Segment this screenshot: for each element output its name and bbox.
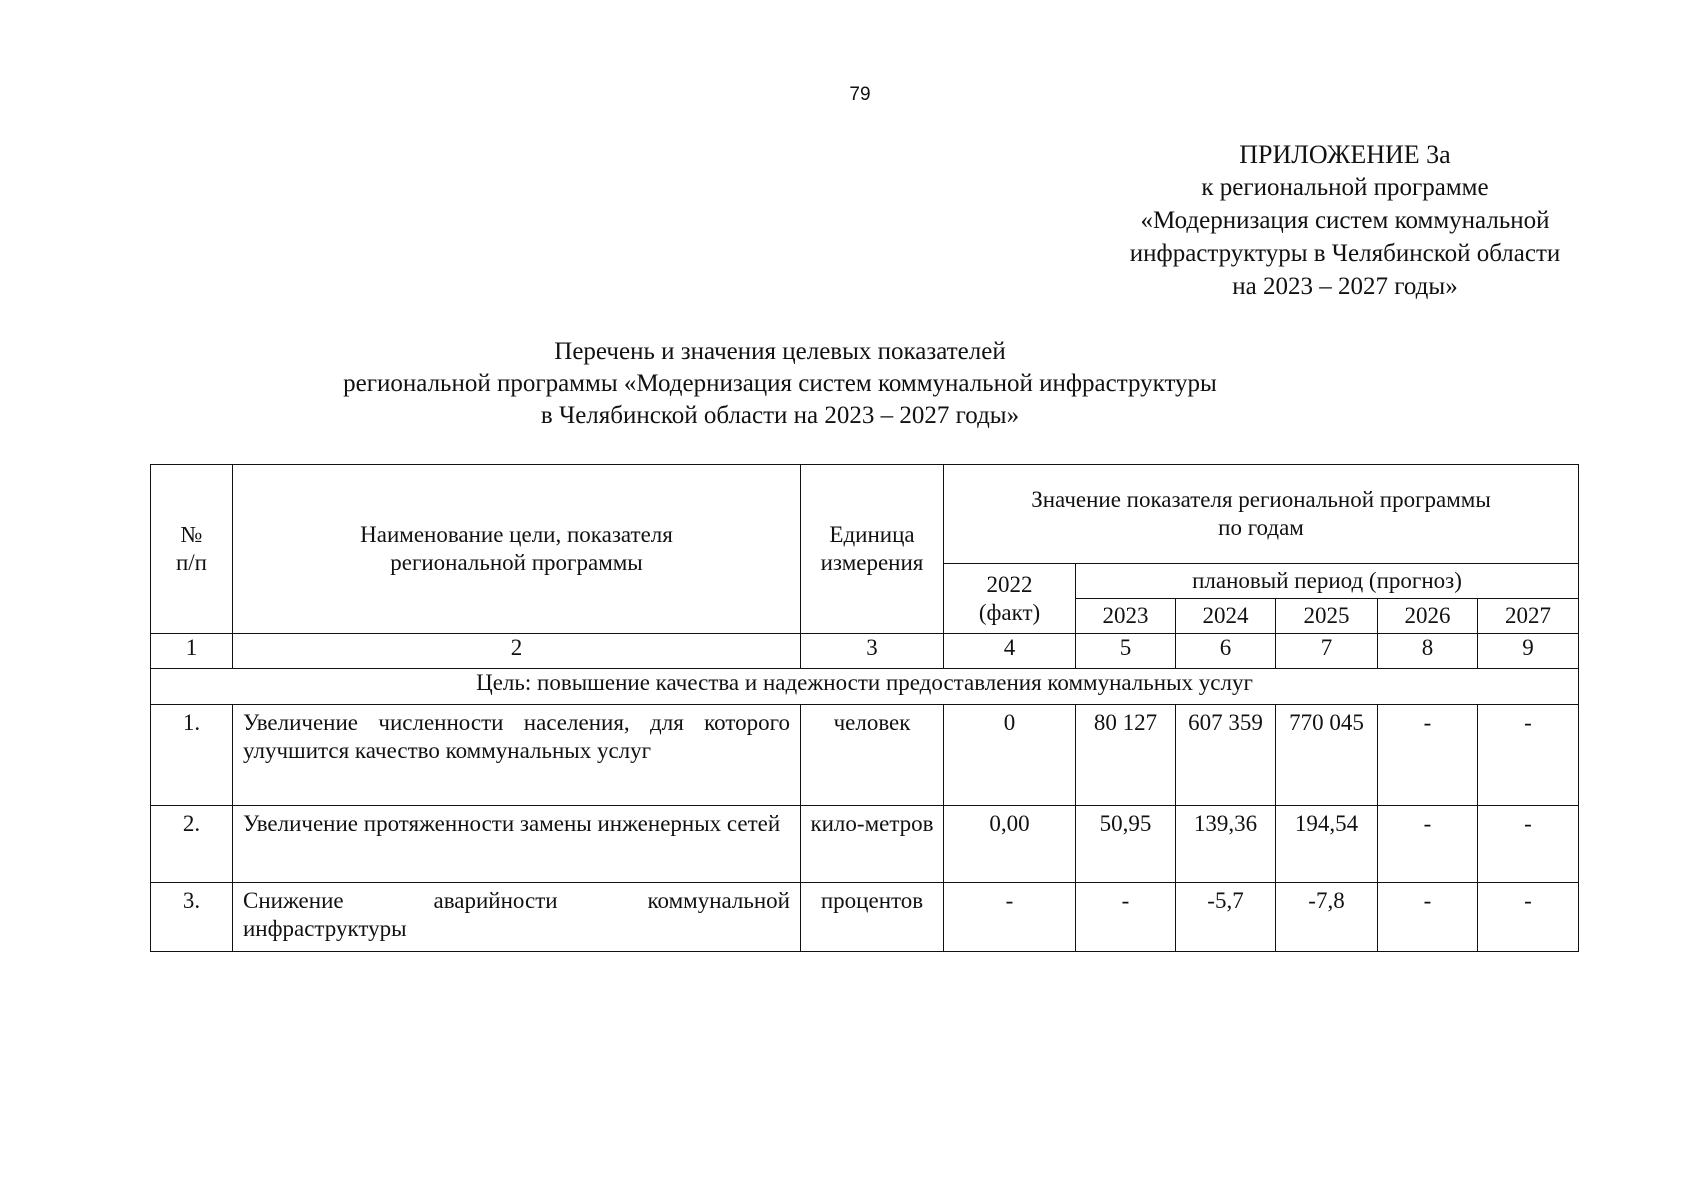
table-row [151, 806, 1579, 883]
row-value-2024: 139,36 [1176, 806, 1276, 883]
header-year: 2026 [1378, 599, 1478, 634]
header-row [151, 465, 1579, 564]
appendix-block [1070, 138, 1620, 303]
column-number: 9 [1478, 634, 1579, 669]
header-values [944, 465, 1579, 564]
row-value-2023: - [1076, 883, 1176, 952]
row-value-2022: 0 [944, 705, 1076, 806]
table-row [151, 883, 1579, 952]
column-number: 2 [233, 634, 801, 669]
row-indicator-name: Снижение аварийности коммунальной инфраструктуры [233, 883, 801, 952]
appendix-title: ПРИЛОЖЕНИЕ 3а [1239, 140, 1451, 169]
row-value-2024: 607 359 [1176, 705, 1276, 806]
header-number-line: п/п [175, 550, 207, 575]
header-name [233, 465, 801, 634]
column-number: 7 [1276, 634, 1378, 669]
document-title-line: в Челябинской области на 2023 – 2027 годы» [540, 402, 1020, 429]
row-number: 3. [151, 883, 233, 952]
document-title [150, 336, 1410, 432]
header-year: 2025 [1276, 599, 1378, 634]
row-value-2026: - [1378, 705, 1478, 806]
header-fact [944, 564, 1076, 634]
document-title-line: Перечень и значения целевых показателей [554, 338, 1006, 365]
header-year: 2027 [1478, 599, 1579, 634]
row-value-2025: 194,54 [1276, 806, 1378, 883]
appendix-line: на 2023 – 2027 годы» [1232, 273, 1458, 300]
column-number: 8 [1378, 634, 1478, 669]
row-value-2022: 0,00 [944, 806, 1076, 883]
table-row [151, 705, 1579, 806]
header-number [151, 465, 233, 634]
goal-row [151, 669, 1579, 705]
row-number: 1. [151, 705, 233, 806]
row-value-2023: 50,95 [1076, 806, 1176, 883]
row-value-2027: - [1478, 705, 1579, 806]
row-unit: кило-метров [801, 806, 944, 883]
row-indicator-name: Увеличение протяженности замены инженерных сетей [233, 806, 801, 883]
column-number: 3 [801, 634, 944, 669]
row-indicator-name: Увеличение численности населения, для которого улучшится качество коммунальных услуг [233, 705, 801, 806]
header-year: 2024 [1176, 599, 1276, 634]
column-number: 1 [151, 634, 233, 669]
row-value-2025: 770 045 [1276, 705, 1378, 806]
column-number: 6 [1176, 634, 1276, 669]
appendix-line: к региональной программе [1201, 174, 1489, 201]
row-value-2025: -7,8 [1276, 883, 1378, 952]
row-value-2026: - [1378, 883, 1478, 952]
header-year: 2023 [1076, 599, 1176, 634]
header-fact-label: (факт) [978, 599, 1041, 625]
row-value-2027: - [1478, 883, 1579, 952]
row-value-2022: - [944, 883, 1076, 952]
row-unit: процентов [801, 883, 944, 952]
document-title-line: региональной программы «Модернизация систем коммунальной инфраструктуры [343, 370, 1217, 397]
row-number: 2. [151, 806, 233, 883]
header-fact-year: 2022 [986, 571, 1033, 597]
row-value-2027: - [1478, 806, 1579, 883]
column-number: 4 [944, 634, 1076, 669]
row-unit: человек [801, 705, 944, 806]
row-value-2026: - [1378, 806, 1478, 883]
goal-text: Цель: повышение качества и надежности предоставления коммунальных услуг [151, 669, 1579, 705]
header-plan-period: плановый период (прогноз) [1076, 564, 1579, 599]
header-unit [801, 465, 944, 634]
header-values-line: по годам [1218, 515, 1304, 540]
appendix-line: «Модернизация систем коммунальной [1140, 207, 1550, 234]
header-values-line: Значение показателя региональной программы [1031, 487, 1491, 512]
column-number: 5 [1076, 634, 1176, 669]
row-value-2024: -5,7 [1176, 883, 1276, 952]
indicators-table [150, 464, 1579, 952]
page-number: 79 [849, 84, 871, 105]
header-name-line: региональной программы [390, 550, 643, 575]
header-unit-line: Единица [829, 522, 915, 547]
header-name-line: Наименование цели, показателя [360, 522, 673, 547]
row-value-2023: 80 127 [1076, 705, 1176, 806]
column-numbers-row [151, 634, 1579, 669]
header-number-line: № [180, 522, 203, 547]
appendix-line: инфраструктуры в Челябинской области [1129, 240, 1561, 267]
header-unit-line: измерения [820, 550, 924, 575]
